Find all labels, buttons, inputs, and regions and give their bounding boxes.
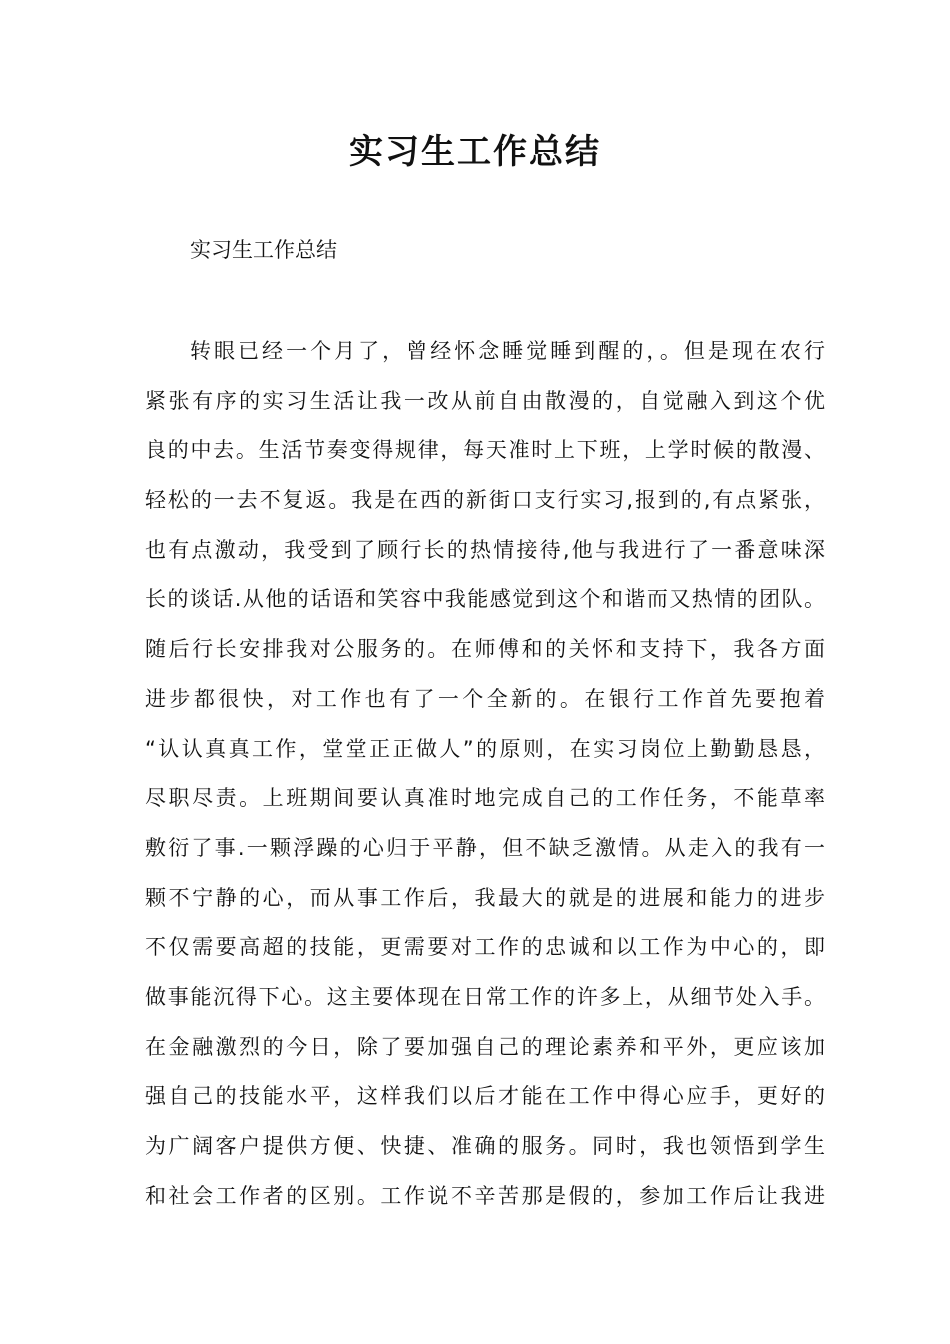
body-line: 进步都很快，对工作也有了一个全新的。在银行工作首先要抱着 <box>145 686 825 711</box>
body-line: 不仅需要高超的技能，更需要对工作的忠诚和以工作为中心的，即 <box>145 935 825 960</box>
body-line: 为广阔客户提供方便、快捷、准确的服务。同时，我也领悟到学生 <box>145 1134 825 1158</box>
body-line: 紧张有序的实习生活让我一改从前自由散漫的，自觉融入到这个优 <box>145 388 825 413</box>
body-line: 转眼已经一个月了，曾经怀念睡觉睡到醒的，。但是现在农行 <box>190 339 825 363</box>
body-line: 也有点激动，我受到了顾行长的热情接待,他与我进行了一番意味深 <box>145 537 825 562</box>
body-line: 良的中去。生活节奏变得规律，每天准时上下班，上学时候的散漫、 <box>145 438 825 463</box>
body-line: 强自己的技能水平，这样我们以后才能在工作中得心应手，更好的 <box>145 1084 825 1109</box>
body-line: “认认真真工作，堂堂正正做人”的原则，在实习岗位上勤勤恳恳， <box>145 736 825 761</box>
body-line: 做事能沉得下心。这主要体现在日常工作的许多上，从细节处入手。 <box>145 984 825 1009</box>
body-line: 和社会工作者的区别。工作说不辛苦那是假的，参加工作后让我进 <box>145 1183 825 1208</box>
document-title: 实习生工作总结 <box>349 132 601 172</box>
body-line: 尽职尽责。上班期间要认真准时地完成自己的工作任务，不能草率 <box>145 786 825 811</box>
body-line: 随后行长安排我对公服务的。在师傅和的关怀和支持下，我各方面 <box>145 637 825 662</box>
body-line: 轻松的一去不复返。我是在西的新街口支行实习,报到的,有点紧张， <box>145 488 825 513</box>
body-line: 在金融激烈的今日，除了要加强自己的理论素养和平外，更应该加 <box>145 1034 825 1059</box>
body-line: 敷衍了事.一颗浮躁的心归于平静，但不缺乏激情。从走入的我有一 <box>145 835 825 860</box>
document-subtitle: 实习生工作总结 <box>190 238 337 262</box>
body-line: 颗不宁静的心，而从事工作后，我最大的就是的进展和能力的进步 <box>145 885 825 910</box>
body-line: 长的谈话.从他的话语和笑容中我能感觉到这个和谐而又热情的团队。 <box>145 587 825 612</box>
body-text <box>145 334 825 1228</box>
